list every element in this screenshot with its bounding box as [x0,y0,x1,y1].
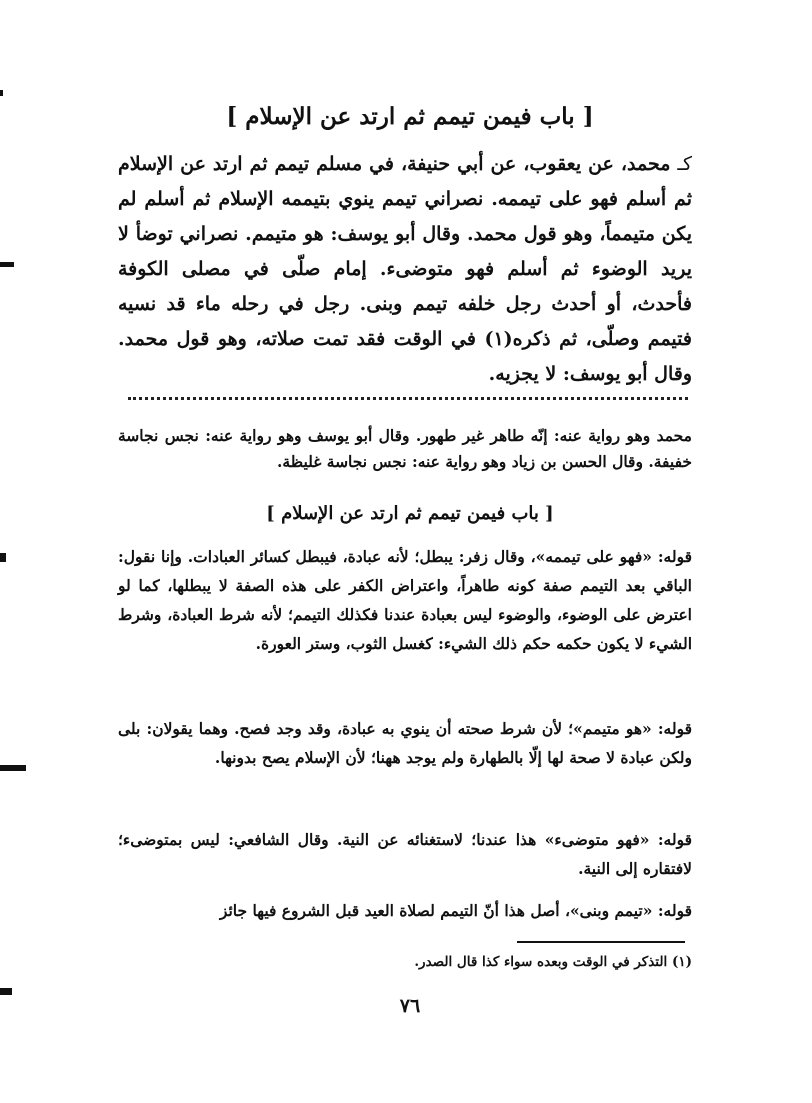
commentary-opening: محمد وهو رواية عنه: إنّه طاهر غير طهور. وقال أبو يوسف وهو رواية عنه: نجس نجاسة خفيفة. وقال الحسن بن زياد وهو رواية عنه: نجس نجاسة غليظة. [118,426,692,471]
commentary-paragraph [118,896,692,925]
scan-mark [0,765,26,771]
footnote-rule [517,941,685,943]
scan-mark [0,553,6,562]
commentary-paragraph [118,825,692,883]
commentary-heading: [ باب فيمن تيمم ثم ارتد عن الإسلام ] [266,503,554,524]
quote-lead: قوله: «فهو متوضىء» [544,830,692,849]
quote-lead: قوله: «فهو على تيممه»، [530,547,693,566]
paragraph-text: هذا عندنا؛ لاستغنائه عن النية. وقال الشافعي: ليس بمتوضىء؛ لافتقاره إلى النية. [118,830,692,878]
page-number: ٧٦ [399,995,421,1017]
paragraph-text: وقال زفر: يبطل؛ لأنه عبادة، فيبطل كسائر العبادات. وإنا نقول: الباقي بعد التيمم صفة كونه طاهراً، واعتراض الكفر على هذه الصفة لا يبطلها، كما لو اعترض على الوضوء، والوضوء ليس بعبادة عندنا فكذلك التيمم؛ لأنه شرط العبادة، وشرط الشيء لا يكون حكمه حكم ذلك الشيء: كغسل الثوب، وستر العورة. [118,547,692,653]
main-text: محمد، عن يعقوب، عن أبي حنيفة، في مسلم تيمم ثم ارتد عن الإسلام ثم أسلم فهو على تيممه. نصراني تيمم ينوي بتيممه الإسلام ثم أسلم لم يكن متيمماً، وهو قول محمد. وقال أبو يوسف: هو متيمم. نصراني توضأ لا يريد الوضوء ثم أسلم فهو متوضىء. إمام صلّى في مصلى الكوفة فأحدث، أو أحدث رجل خلفه تيمم وبنى. رجل في رحله ماء قد نسيه فتيمم وصلّى، ثم ذكره(١) في الوقت فقد تمت صلاته، وهو قول محمد. وقال أبو يوسف: لا يجزيه. [118,153,692,385]
margin-mark: كـ [677,153,692,175]
scan-mark [0,90,3,96]
footnote: (١) التذكر في الوقت وبعده سواء كذا قال الصدر. [414,954,692,970]
main-text-block [118,147,692,392]
quote-lead: قوله: «هو متيمم»؛ [568,719,692,738]
quote-lead: قوله: «تيمم وبنى»، [564,901,692,920]
commentary-paragraph [118,714,692,772]
scan-mark [0,988,12,995]
commentary-paragraph [118,542,692,658]
scan-mark [0,262,14,267]
dotted-separator [128,397,688,400]
paragraph-text: لأن شرط صحته أن ينوي به عبادة، وقد وجد فصح. وهما يقولان: بلى ولكن عبادة لا صحة لها إلّا بالطهارة ولم يوجد ههنا؛ لأن الإسلام يصح بدونها. [118,719,692,767]
paragraph-text: أصل هذا أنّ التيمم لصلاة العيد قبل الشروع فيها جائز [219,901,565,920]
chapter-heading: [ باب فيمن تيمم ثم ارتد عن الإسلام ] [226,103,594,130]
